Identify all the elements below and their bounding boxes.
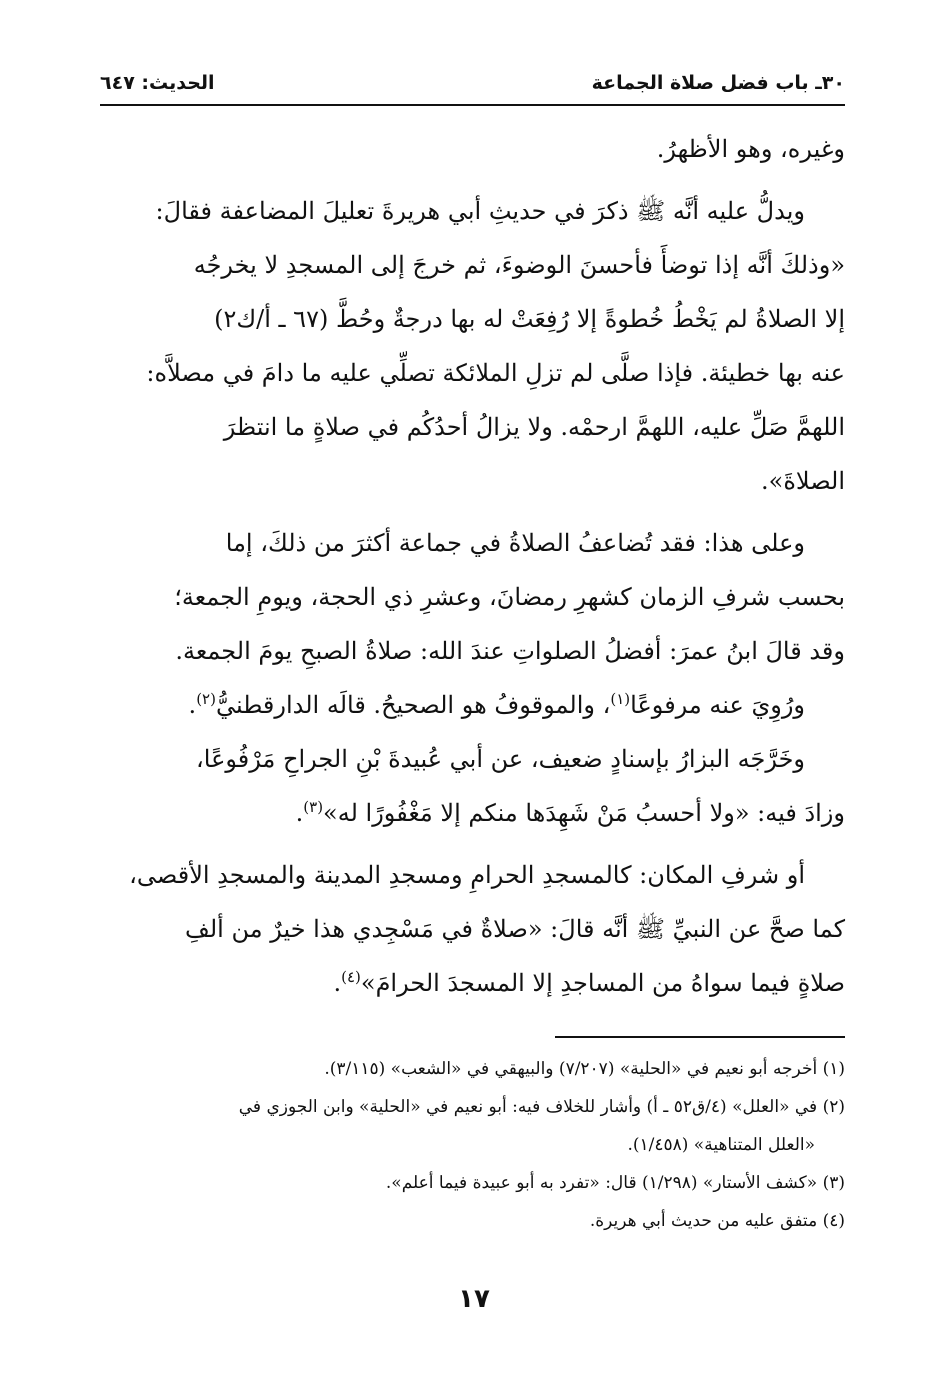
paragraph-4-middle: ، والموقوفُ هو الصحيحُ. قالَه الدارقطنيُّ (215, 691, 611, 719)
footnote-4: (٤) متفق عليه من حديث أبي هريرة. (589, 1211, 845, 1231)
paragraph-6 (100, 848, 845, 1010)
paragraph-5-line-2-text: وزادَ فيه: «ولا أحسبُ مَنْ شَهِدَها منكم إلا مَغْفُورًا له» (323, 799, 845, 827)
footnote-ref-2[interactable]: (٢) (196, 690, 216, 708)
paragraph-6-line-3 (100, 956, 845, 1010)
page-number: ١٧ (458, 1284, 490, 1314)
footnote-2-line-2: «العلل المتناهية» (١/٤٥٨). (627, 1135, 815, 1155)
footnote-ref-1[interactable]: (١) (610, 690, 631, 708)
paragraph-2-line-4: عنه بها خطيئة. فإذا صلَّى لم تزلِ الملائكة تصلِّي عليه ما دامَ في مصلاَّه: (146, 359, 845, 387)
paragraph-2-line-6: الصلاةَ». (761, 467, 845, 495)
footnote-1: (١) أخرجه أبو نعيم في «الحلية» (٧/٢٠٧) والبيهقي في «الشعب» (٣/١١٥). (324, 1059, 845, 1079)
footnote-ref-3[interactable]: (٣) (303, 798, 324, 816)
running-header (100, 70, 845, 106)
hadith-number: الحديث: ٦٤٧ (100, 72, 215, 94)
paragraph-3-line-3: وقد قالَ ابنُ عمرَ: أفضلُ الصلواتِ عندَ الله: صلاةُ الصبحِ يومَ الجمعة. (175, 637, 845, 665)
paragraph-5-line-2 (100, 786, 845, 840)
footnote-divider (555, 1036, 845, 1038)
footnote-2-line-1: (٢) في «العلل» (٤/ق٥٢ ـ أ) وأشار للخلاف فيه: أبو نعيم في «الحلية» وابن الجوزي في (238, 1097, 845, 1117)
paragraph-6-line-3-text: صلاةٍ فيما سواهُ من المساجدِ إلا المسجدَ الحرامَ» (360, 969, 845, 997)
paragraph-1: وغيره، وهو الأظهرُ. (656, 135, 845, 163)
paragraph-3-line-1: وعلى هذا: فقد تُضاعفُ الصلاةُ في جماعة أكثرَ من ذلكَ، إما (225, 529, 805, 557)
paragraph-6-end: . (333, 969, 342, 997)
paragraph-4 (100, 678, 845, 732)
paragraph-5-line-1: وخَرَّجَه البزارُ بإسنادٍ ضعيف، عن أبي عُبيدةَ بْنِ الجراحِ مَرْفُوعًا، (196, 745, 805, 773)
footnote-ref-4[interactable]: (٤) (341, 968, 361, 986)
paragraph-3-line-2: بحسب شرفِ الزمان كشهرِ رمضانَ، وعشرِ ذي الحجة، ويومِ الجمعة؛ (174, 583, 845, 611)
paragraph-2-line-1: ويدلُّ عليه أنَّه ﷺ ذكرَ في حديثِ أبي هريرةَ تعليلَ المضاعفة فقالَ: (155, 197, 805, 225)
paragraph-5 (100, 732, 845, 840)
paragraph-5-end: . (295, 799, 304, 827)
paragraph-4-end: . (188, 691, 197, 719)
footnotes (100, 1050, 845, 1240)
chapter-title: ٣٠ـ باب فضل صلاة الجماعة (591, 72, 845, 94)
paragraph-2-line-3: إلا الصلاةُ لم يَخْطُ خُطوةً إلا رُفِعَتْ له بها درجةٌ وحُطَّ (٦٧ ـ أ/ك٢) (214, 305, 845, 333)
paragraph-6-line-2: كما صحَّ عن النبيِّ ﷺ أنَّه قالَ: «صلاةٌ في مَسْجِدي هذا خيرٌ من ألفِ (185, 915, 845, 943)
paragraph-2-line-5: اللهمَّ صَلِّ عليه، اللهمَّ ارحمْه. ولا يزالُ أحدُكُم في صلاةٍ ما انتظرَ (223, 413, 845, 441)
main-text (100, 122, 845, 1010)
paragraph-4-text: ورُوِيَ عنه مرفوعًا (630, 691, 805, 719)
paragraph-2-line-2: «وذلكَ أنَّه إذا توضأَ فأحسنَ الوضوءَ، ثم خرجَ إلى المسجدِ لا يخرجُه (193, 251, 845, 279)
footnote-3: (٣) «كشف الأستار» (١/٢٩٨) قال: «تفرد به أبو عبيدة فيما أعلم». (385, 1173, 845, 1193)
paragraph-6-line-1: أو شرفِ المكان: كالمسجدِ الحرامِ ومسجدِ المدينة والمسجدِ الأقصى، (129, 861, 805, 889)
paragraph-3 (100, 516, 845, 678)
paragraph-2 (100, 184, 845, 508)
